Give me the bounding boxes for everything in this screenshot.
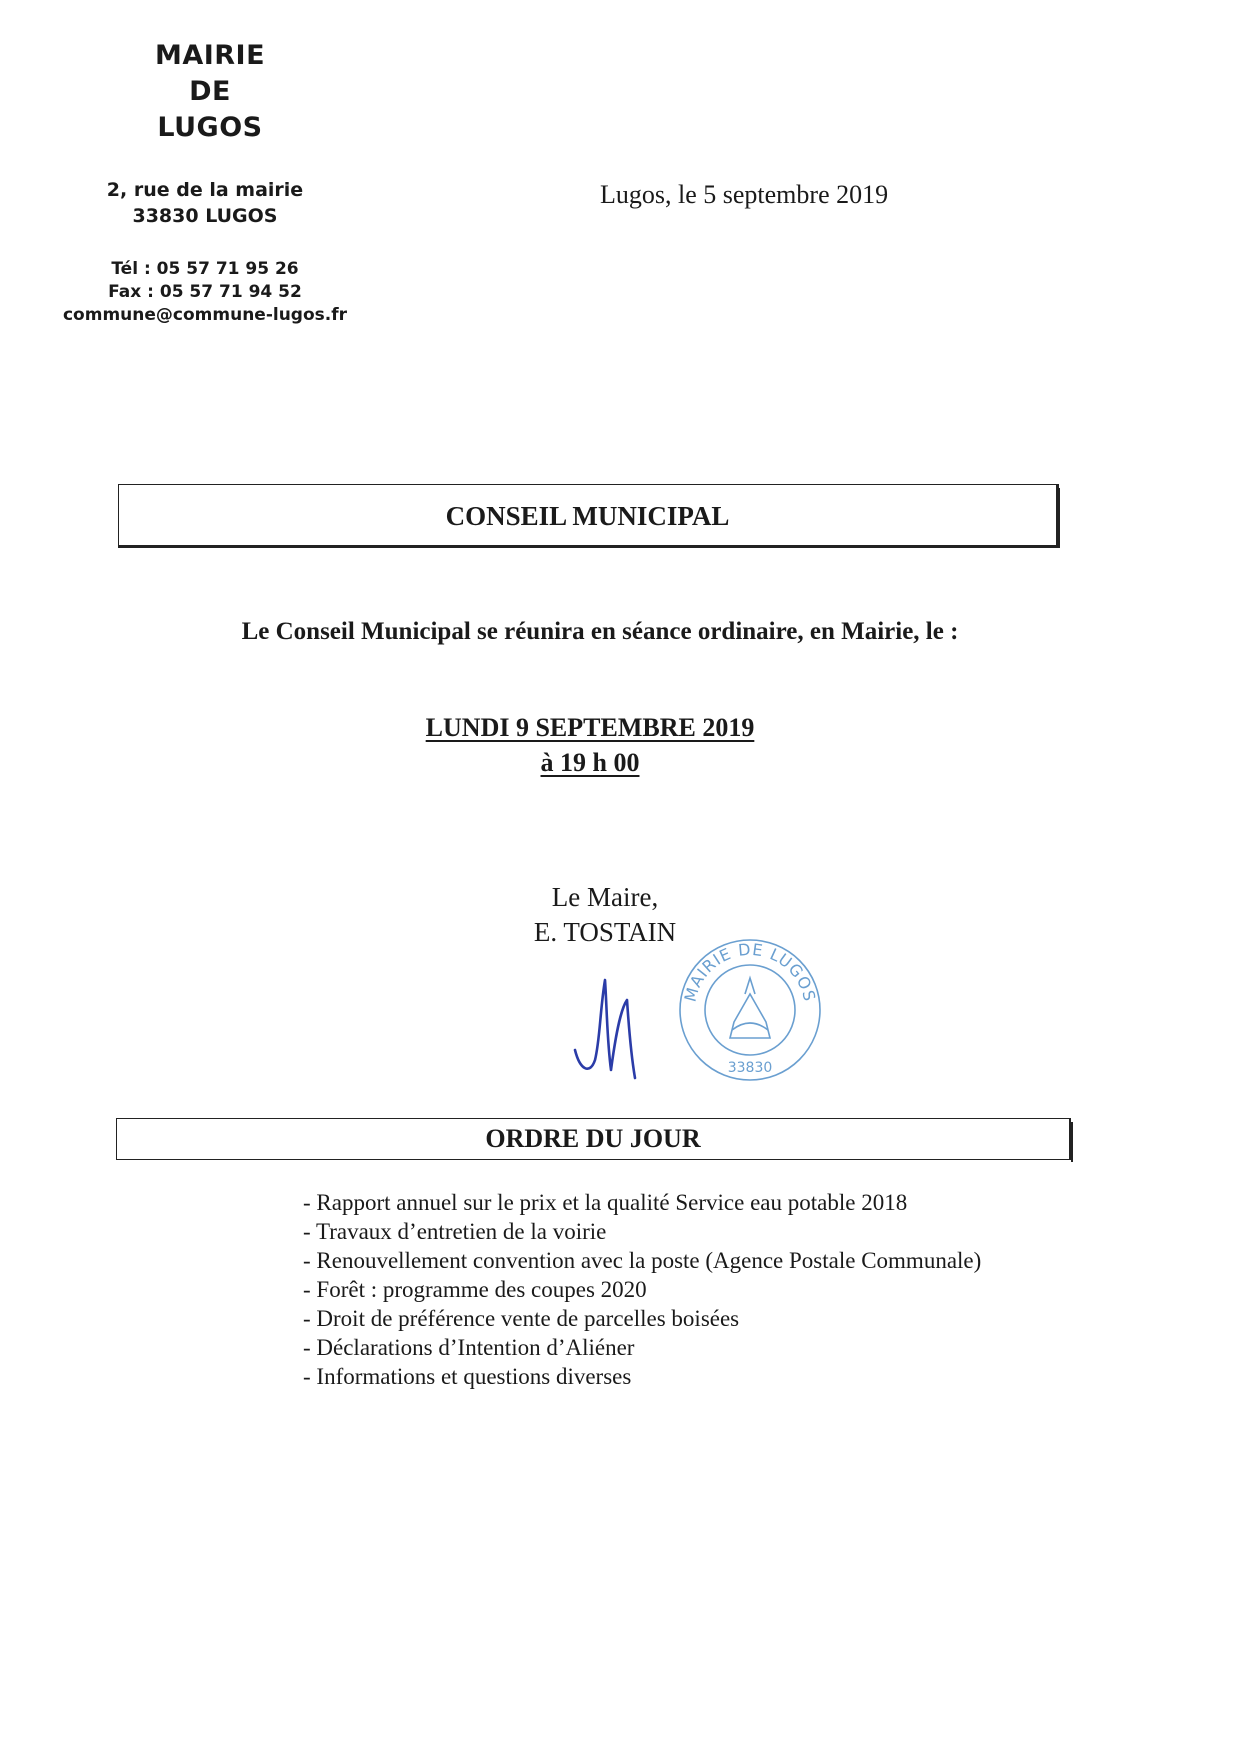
signatory-role: Le Maire, xyxy=(551,882,659,912)
conseil-title: CONSEIL MUNICIPAL xyxy=(445,501,730,531)
agenda-item: - Forêt : programme des coupes 2020 xyxy=(303,1277,647,1302)
agenda-list xyxy=(303,1188,1030,1391)
mairie-address xyxy=(70,177,340,229)
conseil-title-box xyxy=(118,484,1059,548)
stamp-postcode: 33830 xyxy=(727,1060,773,1076)
agenda-title-box xyxy=(116,1118,1071,1160)
signatory-name: E. TOSTAIN xyxy=(533,917,677,947)
mairie-title-line: DE xyxy=(189,76,231,107)
fax-number: Fax : 05 57 71 94 52 xyxy=(108,282,302,302)
agenda-title: ORDRE DU JOUR xyxy=(485,1124,701,1153)
convocation-text: Le Conseil Municipal se réunira en séance ordinaire, en Mairie, le : xyxy=(241,618,959,645)
mairie-title xyxy=(140,38,280,146)
meeting-date: LUNDI 9 SEPTEMBRE 2019 xyxy=(425,713,755,742)
handwritten-signature xyxy=(565,960,675,1090)
agenda-item: - Travaux d’entretien de la voirie xyxy=(303,1219,607,1244)
mairie-title-line: LUGOS xyxy=(157,112,263,143)
email-address: commune@commune-lugos.fr xyxy=(62,305,348,325)
mairie-title-line: MAIRIE xyxy=(154,40,266,71)
agenda-item: - Déclarations d’Intention d’Aliéner xyxy=(303,1335,635,1360)
mairie-stamp xyxy=(670,930,830,1090)
address-city: 33830 LUGOS xyxy=(132,205,278,227)
agenda-item: - Droit de préférence vente de parcelles boisées xyxy=(303,1306,740,1331)
agenda-item: - Informations et questions diverses xyxy=(303,1364,632,1389)
stamp-text: MAIRIE DE LUGOS xyxy=(680,939,820,1004)
agenda-item: - Rapport annuel sur le prix et la qualité Service eau potable 2018 xyxy=(303,1190,908,1215)
phone-number: Tél : 05 57 71 95 26 xyxy=(111,259,299,279)
mairie-contact xyxy=(50,258,360,327)
meeting-time: à 19 h 00 xyxy=(540,748,640,777)
address-street: 2, rue de la mairie xyxy=(106,179,304,201)
letter-date: Lugos, le 5 septembre 2019 xyxy=(600,180,889,209)
agenda-item: - Renouvellement convention avec la poste (Agence Postale Communale) xyxy=(303,1248,982,1273)
